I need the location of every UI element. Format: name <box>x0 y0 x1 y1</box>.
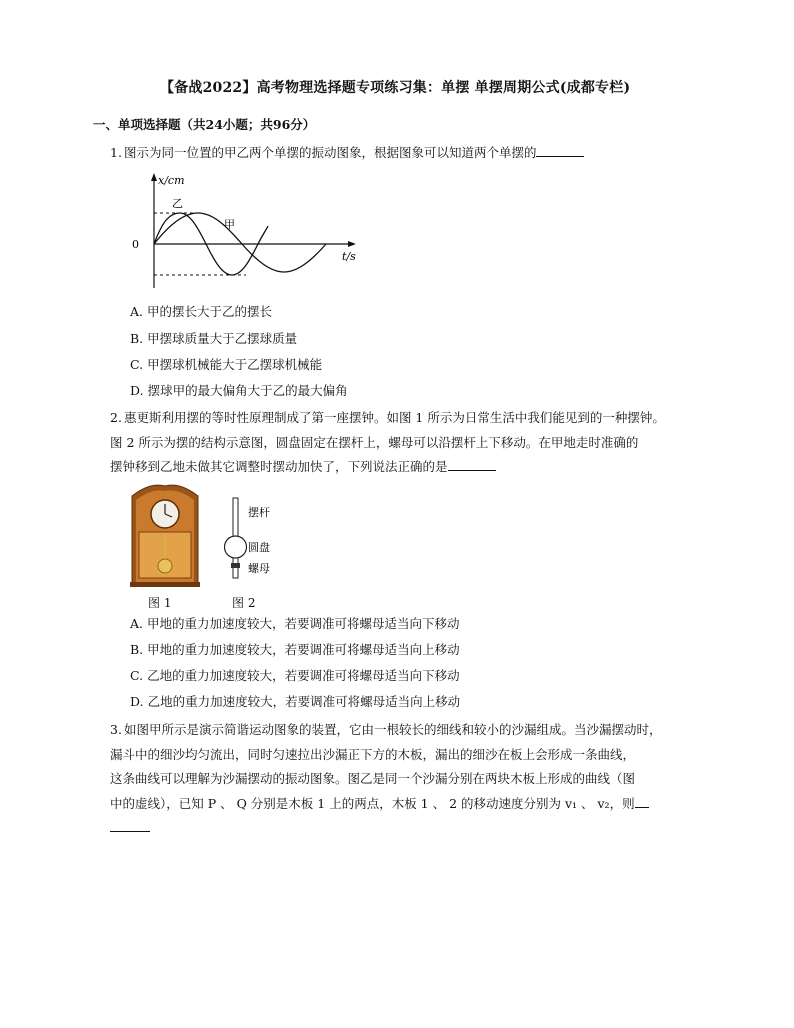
option-a[interactable] <box>130 302 272 322</box>
x-axis-arrow <box>348 241 356 247</box>
option-b[interactable] <box>130 640 460 660</box>
x-axis-label: t/s <box>342 250 356 263</box>
question-1 <box>110 141 728 166</box>
option-d[interactable] <box>130 692 460 712</box>
option-letter: B. <box>130 642 144 657</box>
disc-label: 圆盘 <box>248 541 270 554</box>
option-text: 乙地的重力加速度较大，若要调准可将螺母适当向上移动 <box>147 694 461 709</box>
question-text-line: 惠更斯利用摆的等时性原理制成了第一座摆钟。如图 1 所示为日常生活中我们能见到的一种摆钟。 <box>123 410 665 425</box>
answer-blank <box>448 456 496 471</box>
option-text: 甲地的重力加速度较大，若要调准可将螺母适当向下移动 <box>147 616 460 631</box>
y-axis-arrow <box>151 173 157 181</box>
question-text-line: 摆钟移到乙地未做其它调整时摆动加快了，下列说法正确的是 <box>110 459 448 474</box>
option-b[interactable] <box>130 329 297 349</box>
option-letter: D. <box>130 694 144 709</box>
option-text: 甲摆球机械能大于乙摆球机械能 <box>147 357 323 372</box>
option-text: 甲摆球质量大于乙摆球质量 <box>147 331 298 346</box>
pendulum-disc <box>225 536 247 558</box>
question-text-line: 如图甲所示是演示简谐运动图象的装置，它由一根较长的细线和较小的沙漏组成。当沙漏摆动时， <box>123 722 662 737</box>
option-c[interactable] <box>130 666 460 686</box>
question-number: 1. <box>110 145 122 160</box>
y-axis-label: x/cm <box>158 174 185 187</box>
curve-yi-label: 乙 <box>172 197 183 210</box>
answer-blank-continued <box>110 817 150 832</box>
option-letter: C. <box>130 357 144 372</box>
curve-jia-label: 甲 <box>224 218 235 231</box>
option-a[interactable] <box>130 614 460 634</box>
option-text: 甲地的重力加速度较大，若要调准可将螺母适当向上移动 <box>147 642 460 657</box>
pendulum-schematic <box>218 496 282 582</box>
option-text: 摆球甲的最大偏角大于乙的最大偏角 <box>147 383 348 398</box>
origin-label: 0 <box>132 238 139 251</box>
document-title: 【备战2022】高考物理选择题专项练习集：单摆 单摆周期公式(成都专栏) <box>160 80 631 96</box>
question-text-line: 漏斗中的细沙均匀流出，同时匀速拉出沙漏正下方的木板，漏出的细沙在板上会形成一条曲线， <box>110 746 636 762</box>
pendulum-bob <box>158 559 172 573</box>
option-letter: D. <box>130 383 144 398</box>
question-text: 图示为同一位置的甲乙两个单摆的振动图象，根据图象可以知道两个单摆的 <box>123 145 537 160</box>
option-d[interactable] <box>130 381 348 401</box>
figure-1-caption: 图 1 <box>148 596 172 610</box>
oscillation-graph <box>128 170 358 292</box>
pendulum-clock-picture <box>128 482 202 588</box>
answer-blank <box>536 142 584 157</box>
curve-jia <box>154 213 326 272</box>
option-letter: C. <box>130 668 144 683</box>
option-text: 甲的摆长大于乙的摆长 <box>147 304 273 319</box>
question-text-line: 图 2 所示为摆的结构示意图，圆盘固定在摆杆上，螺母可以沿摆杆上下移动。在甲地走时准确的 <box>110 434 639 450</box>
answer-blank <box>635 793 649 808</box>
option-letter: A. <box>130 304 144 319</box>
question-text-line: 这条曲线可以理解为沙漏摆动的振动图象。图乙是同一个沙漏分别在两块木板上形成的曲线（图 <box>110 771 636 786</box>
option-letter: A. <box>130 616 144 631</box>
question-3 <box>110 718 728 841</box>
question-text-line: 中的虚线），已知 P 、 Q 分别是木板 1 上的两点，木板 1 、 2 的移动速度分别为 v₁ 、 v₂，则 <box>110 795 635 811</box>
pendulum-nut <box>231 563 240 568</box>
question-number: 2. <box>110 410 122 425</box>
option-text: 乙地的重力加速度较大，若要调准可将螺母适当向下移动 <box>147 668 460 683</box>
section-heading: 一、单项选择题（共24小题；共96分） <box>93 117 316 132</box>
rod-label: 摆杆 <box>248 506 270 519</box>
figure-2-caption: 图 2 <box>232 596 256 610</box>
option-c[interactable] <box>130 355 322 375</box>
nut-label: 螺母 <box>248 562 270 575</box>
question-number: 3. <box>110 722 122 737</box>
option-letter: B. <box>130 331 144 346</box>
question-2 <box>110 406 728 480</box>
